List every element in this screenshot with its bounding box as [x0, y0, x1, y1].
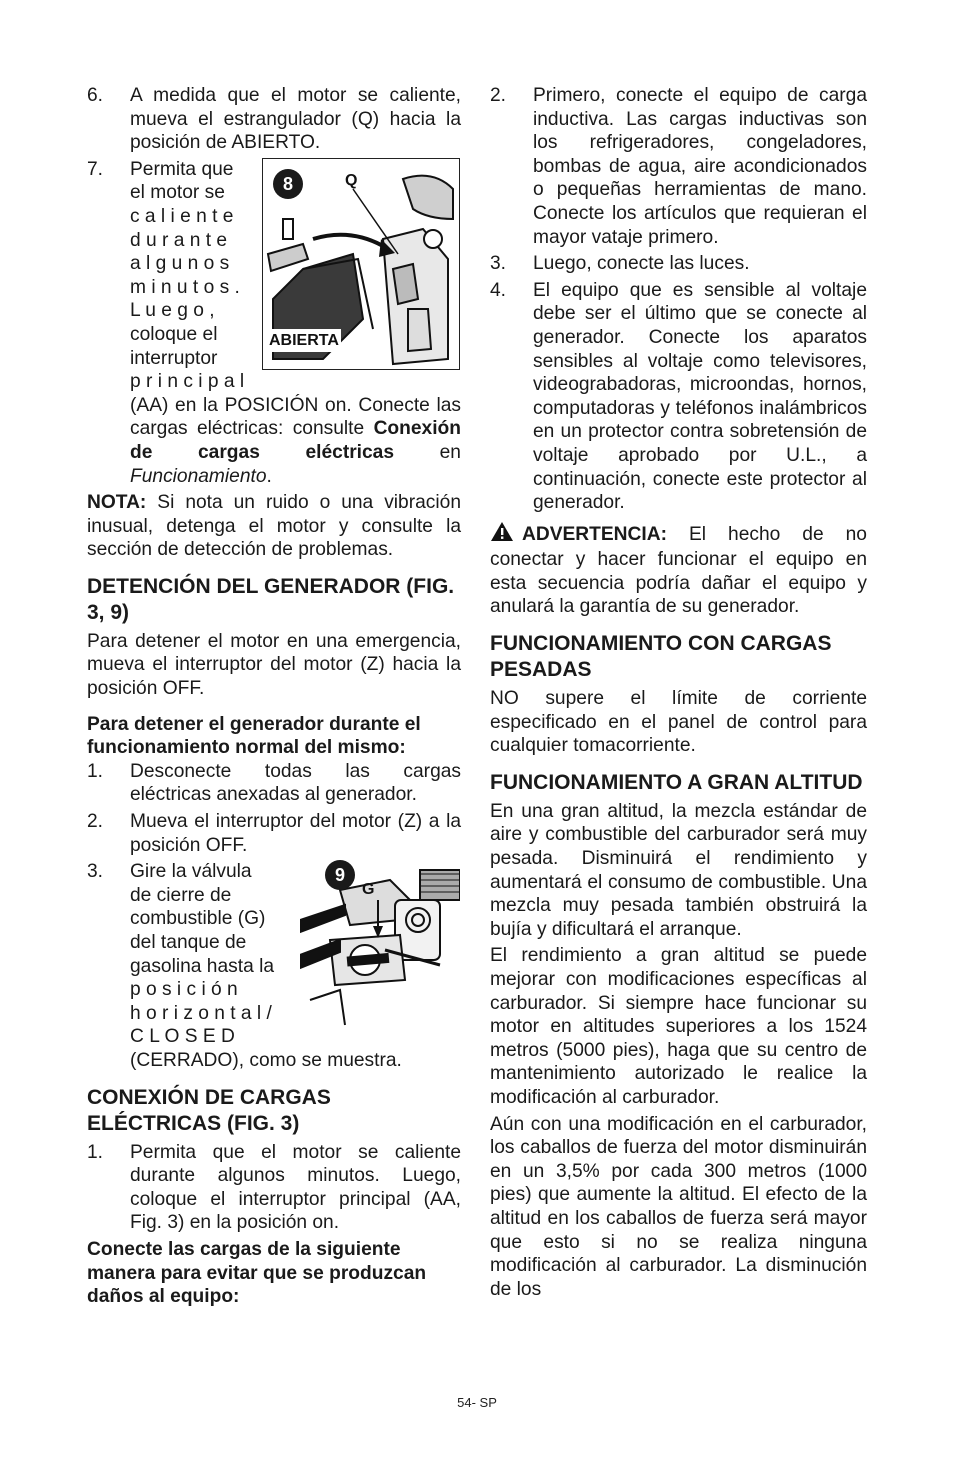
figure-8 [262, 158, 460, 370]
step-3 [87, 860, 461, 1072]
step-6 [87, 84, 461, 155]
step-number: 1. [87, 760, 104, 782]
note-text: Si nota un ruido o una vibración inusual, detenga el motor y consulte la sección de detección de problemas. [87, 492, 461, 561]
section-reference: Funcionamiento [130, 465, 267, 487]
punctuation: . [266, 465, 272, 487]
wrapped-line: de cierre de [130, 884, 232, 906]
wrapped-line: C L O S E D [130, 1026, 235, 1048]
warning [490, 521, 867, 619]
wrapped-line: p o s i c i ó n [130, 979, 238, 1001]
step-7-rest [130, 394, 461, 488]
step-text: Desconecte todas las cargas eléctricas anexadas al generador. [130, 760, 461, 806]
wrapped-line: d u r a n t e [130, 229, 228, 251]
warning-label: ADVERTENCIA: [522, 523, 667, 545]
step-text: (AA) en la POSICIÓN on. Conecte las cargas eléctricas: consulte [130, 394, 461, 440]
wrapped-line: del tanque de [130, 932, 247, 953]
wrapped-line: m i n u t o s . [130, 276, 240, 298]
wrapped-line: L u e g o , [130, 300, 215, 322]
list-item [87, 810, 461, 857]
note-label: NOTA: [87, 492, 147, 514]
step-text: en [439, 441, 461, 463]
paragraph: NO supere el límite de corriente especificado en el panel de control para cualquier tomacorriente. [490, 688, 867, 757]
list-item [87, 1141, 461, 1235]
step-number: 4. [490, 279, 507, 301]
section-title-altitude: FUNCIONAMIENTO A GRAN ALTITUD [490, 770, 863, 794]
step-text: Permita que el motor se caliente durante algunos minutos. Luego, coloque el interruptor principal (AA, Fig. 3) en la posición on. [130, 1141, 461, 1234]
wrapped-line: combustible (G) [130, 908, 266, 930]
page-number: 54- SP [457, 1395, 497, 1410]
wrapped-line: gasolina hasta la [130, 955, 275, 977]
cross-reference: Conexión de cargas eléctricas [130, 418, 461, 463]
label-abierta: ABIERTA [267, 329, 341, 353]
figure-9 [300, 860, 460, 1030]
step-number: 7. [87, 158, 104, 180]
step-number: 6. [87, 85, 104, 106]
step-7 [87, 158, 461, 488]
paragraph: Para detener el motor en una emergencia, mueva el interruptor del motor (Z) hacia la posición OFF. [87, 630, 461, 700]
wrapped-line: a l g u n o s [130, 253, 230, 275]
left-column [87, 84, 461, 1309]
figure-badge: 8 [273, 169, 303, 199]
list-item [490, 84, 867, 249]
section-title-stop: DETENCIÓN DEL GENERADOR (FIG. 3, 9) [87, 574, 455, 624]
step-number: 3. [87, 861, 104, 883]
wrapped-line: h o r i z o n t a l / [130, 1002, 272, 1024]
label-g: G [362, 881, 375, 899]
figure-badge: 9 [325, 860, 355, 890]
paragraph: El rendimiento a gran altitud se puede mejorar con modificaciones específicas al carburador. Si siempre hace funcionar su motor en altitudes superiores a los 1524 metros (5000 pies), haga que su centro de mantenimiento autorizado le realice la modificación al carburador. [490, 945, 867, 1108]
wrapped-line: interruptor [130, 347, 218, 369]
step-3-rest: (CERRADO), como se muestra. [130, 1049, 402, 1071]
wrapped-line: c a l i e n t e [130, 205, 234, 227]
step-text: Luego, conecte las luces. [533, 253, 750, 275]
step-text: A medida que el motor se caliente, mueva el estrangulador (Q) hacia la posición de ABIERTO. [130, 85, 461, 154]
step-3-wrapped-text [130, 860, 290, 1049]
step-number: 1. [87, 1141, 104, 1163]
list-item [87, 760, 461, 807]
fuel-valve-illustration [300, 860, 460, 1030]
list-item [490, 279, 867, 515]
step-number: 3. [490, 253, 507, 275]
subheading: Para detener el generador durante el funcionamiento normal del mismo: [87, 713, 421, 759]
section-title-heavy-loads: FUNCIONAMIENTO CON CARGAS PESADAS [490, 632, 832, 682]
paragraph: En una gran altitud, la mezcla estándar de aire y combustible del carburador será muy pesada. Disminuirá el rendimiento y aumentará el consumo de combustible. Una mezcla muy pesada también obstruirá la bujía y dificultará el arranque. [490, 800, 867, 940]
label-q: Q [345, 171, 358, 189]
wrapped-line: el motor se [130, 182, 225, 204]
step-number: 2. [490, 85, 507, 106]
list-item [490, 252, 867, 276]
right-column [490, 84, 867, 1301]
section-title-connection: CONEXIÓN DE CARGAS ELÉCTRICAS (FIG. 3) [87, 1085, 331, 1135]
paragraph: Aún con una modificación en el carburador, los caballos de fuerza del motor disminuirán en un 3,5% por cada 300 metros (1000 pies) que aumente la altitud. El efecto de la altitud en los caballos de fuerza será mayor que esto si no se realiza ninguna modificación al carburador. La disminución de los [490, 1113, 867, 1300]
step-text: El equipo que es sensible al voltaje debe ser el último que se conecte al generador. Conecte los aparatos sensibles al voltaje como televisores, videograbadoras, microondas, hornos, computadoras y teléfonos inalámbricos en un protector contra sobretensión de voltaje aprobado por U.L., a continuación, conecte este protector al generador. [533, 279, 867, 514]
wrapped-line: Gire la válvula [130, 861, 252, 883]
step-7-wrapped-text [130, 158, 252, 394]
warning-text: El hecho de no conectar y hacer funcionar el equipo en esta secuencia podría dañar el equipo y anulará la garantía de su generador. [490, 523, 867, 618]
wrapped-line: p r i n c i p a l [130, 371, 245, 393]
wrapped-line: Permita que [130, 158, 234, 180]
step-number: 2. [87, 811, 104, 833]
warning-triangle-icon [490, 521, 514, 549]
bold-instruction: Conecte las cargas de la siguiente manera para evitar que se produzcan daños al equipo: [87, 1238, 427, 1308]
step-text: Primero, conecte el equipo de carga inductiva. Las cargas inductivas son los refrigeradores, congeladores, bombas de agua, aire acondicionados o pequeñas herramientas de mano. Conecte los artículos que requieran el mayor vataje primero. [533, 85, 867, 248]
note [87, 491, 461, 562]
step-text: Mueva el interruptor del motor (Z) a la posición OFF. [130, 811, 461, 856]
wrapped-line: coloque el [130, 323, 218, 345]
